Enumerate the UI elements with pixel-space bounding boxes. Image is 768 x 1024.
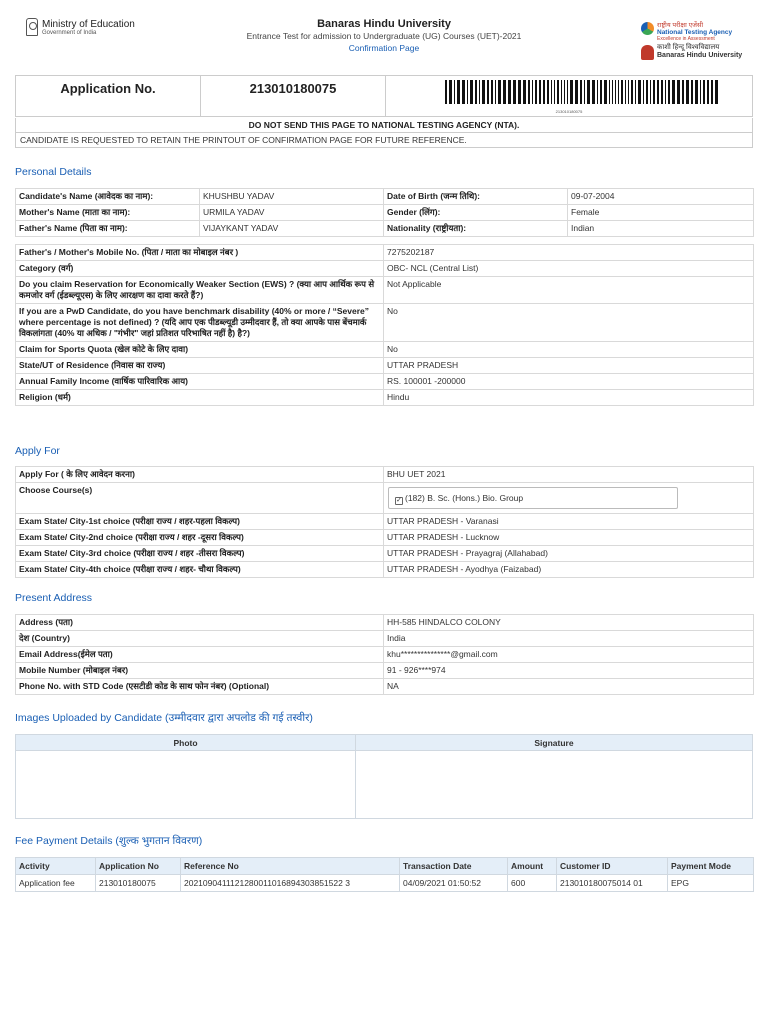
barcode-bar (528, 80, 530, 104)
field-label: Gender (लिंग): (384, 205, 568, 221)
barcode-bar (479, 80, 480, 104)
table-row (16, 562, 754, 578)
course-label: Choose Course(s) (16, 483, 384, 514)
exam-subtitle: Entrance Test for admission to Undergraduate (UG) Courses (UET)-2021 (246, 31, 522, 41)
personal-extra-table (15, 244, 754, 406)
barcode-bar (631, 80, 633, 104)
table-row (16, 679, 754, 695)
barcode-bar (695, 80, 698, 104)
column-header: Amount (508, 858, 557, 875)
barcode-bar (615, 80, 616, 104)
barcode-bar (445, 80, 447, 104)
barcode-bar (621, 80, 623, 104)
field-label: Exam State/ City-2nd choice (परीक्षा राज्य / शहर -दूसरा विकल्प) (16, 530, 384, 546)
barcode-bar (508, 80, 511, 104)
barcode-bar (661, 80, 663, 104)
field-value: India (384, 631, 754, 647)
column-header: Activity (16, 858, 96, 875)
barcode-bar (561, 80, 562, 104)
table-row (16, 245, 754, 261)
barcode-bar (711, 80, 713, 104)
column-header: Reference No (181, 858, 400, 875)
table-row (16, 530, 754, 546)
barcode-bar (564, 80, 565, 104)
table-row (16, 514, 754, 530)
column-header: Payment Mode (668, 858, 754, 875)
barcode-bar (547, 80, 549, 104)
table-row (16, 875, 754, 892)
barcode-icon (445, 80, 721, 104)
field-value: UTTAR PRADESH - Varanasi (384, 514, 754, 530)
barcode-bar (628, 80, 629, 104)
application-box (15, 75, 753, 117)
university-title: Banaras Hindu University (317, 18, 451, 30)
field-label: Claim for Sports Quota (खेल कोटे के लिए दावा) (16, 342, 384, 358)
barcode-bar (668, 80, 670, 104)
course-selection[interactable] (388, 487, 678, 509)
field-value: khu***************@gmail.com (384, 647, 754, 663)
barcode-bar (657, 80, 659, 104)
barcode-bar (715, 80, 718, 104)
barcode-bar (487, 80, 489, 104)
table-row (16, 663, 754, 679)
fee-cell: 2021090411121280011016894303851522 3 (181, 875, 400, 892)
table-row (16, 342, 754, 358)
fee-cell: 600 (508, 875, 557, 892)
field-label: Mother's Name (माता का नाम): (16, 205, 200, 221)
barcode-bar (638, 80, 641, 104)
field-label: If you are a PwD Candidate, do you have benchmark disability (40% or more / “Severe” where percentage is not defined) ? (यदि आप एक पीडब्ल्यूडी उम्मीदवार हैं, तो क्या आपके पास बेंचमार्क विकलांगता (40% या अधिक / "गंभीर" जहां प्रतिशत परिभाषित नहीं है) है?) (16, 304, 384, 342)
barcode-bar (592, 80, 595, 104)
table-row (16, 390, 754, 406)
fee-cell: EPG (668, 875, 754, 892)
field-label: Exam State/ City-1st choice (परीक्षा राज्य / शहर-पहला विकल्प) (16, 514, 384, 530)
barcode-bar (612, 80, 613, 104)
field-label: Phone No. with STD Code (एसटीडी कोड के साथ फोन नंबर) (Optional) (16, 679, 384, 695)
barcode-bar (635, 80, 636, 104)
bhu-crest-icon (641, 45, 654, 60)
barcode-bar (587, 80, 590, 104)
barcode-bar (449, 80, 452, 104)
fee-table (15, 857, 754, 892)
personal-details-table (15, 188, 754, 237)
apply-for-label: Apply For ( के लिए आवेदन करना) (16, 467, 384, 483)
signature-cell (356, 751, 752, 818)
column-header: Customer ID (557, 858, 668, 875)
signature-header: Signature (534, 738, 574, 748)
field-label: Date of Birth (जन्म तिथि): (384, 189, 568, 205)
field-value: Female (568, 205, 754, 221)
do-not-send-notice: DO NOT SEND THIS PAGE TO NATIONAL TESTING AGENCY (NTA). (15, 118, 753, 133)
column-header: Application No (96, 858, 181, 875)
barcode-bar (570, 80, 573, 104)
table-row (16, 374, 754, 390)
ministry-name: Ministry of Education (42, 18, 135, 30)
field-value: UTTAR PRADESH - Lucknow (384, 530, 754, 546)
table-row (16, 483, 754, 514)
table-row (16, 647, 754, 663)
barcode-bar (691, 80, 693, 104)
photo-cell (16, 751, 356, 818)
field-value: 09-07-2004 (568, 189, 754, 205)
table-row (16, 631, 754, 647)
barcode-bar (513, 80, 516, 104)
barcode-bar (575, 80, 578, 104)
nta-icon (641, 22, 654, 35)
fee-cell: 04/09/2021 01:50:52 (400, 875, 508, 892)
barcode-bar (584, 80, 585, 104)
barcode-cell (386, 76, 752, 116)
field-label: Do you claim Reservation for Economically Weaker Section (EWS) ? (क्या आप आर्थिक रूप से कमजोर वर्ग (ईडब्ल्यूएस) के लिए आरक्षण का दावा करते हैं?) (16, 277, 384, 304)
bhu-hindi: काशी हिन्दू विश्वविद्यालय (657, 44, 720, 51)
course-cell (384, 483, 754, 514)
checkbox-icon[interactable]: ✓ (396, 497, 402, 504)
barcode-bar (653, 80, 655, 104)
barcode-bar (677, 80, 680, 104)
field-value: Indian (568, 221, 754, 237)
application-number: 213010180075 (201, 76, 386, 116)
fee-heading: Fee Payment Details (शुल्क भुगतान विवरण) (15, 835, 203, 847)
barcode-bar (523, 80, 526, 104)
field-value: URMILA YADAV (200, 205, 384, 221)
field-label: Mobile Number (मोबाइल नंबर) (16, 663, 384, 679)
field-value: RS. 100001 -200000 (384, 374, 754, 390)
field-value: No (384, 342, 754, 358)
barcode-bar (604, 80, 607, 104)
bhu-logo (641, 44, 742, 60)
nta-logo (641, 22, 732, 43)
field-value: 91 - 926****974 (384, 663, 754, 679)
table-row (16, 189, 754, 205)
barcode-bar (503, 80, 506, 104)
barcode-bar (707, 80, 709, 104)
nta-hindi: राष्ट्रीय परीक्षा एजेंसी (657, 22, 704, 29)
barcode-bar (491, 80, 493, 104)
barcode-bar (672, 80, 675, 104)
barcode-bar (518, 80, 521, 104)
fee-cell: Application fee (16, 875, 96, 892)
barcode-bar (686, 80, 689, 104)
field-value: UTTAR PRADESH - Ayodhya (Faizabad) (384, 562, 754, 578)
barcode-bar (475, 80, 477, 104)
address-table (15, 614, 754, 695)
field-value: Hindu (384, 390, 754, 406)
fee-cell: 213010180075 (96, 875, 181, 892)
field-value: HH-585 HINDALCO COLONY (384, 615, 754, 631)
table-row (16, 615, 754, 631)
field-value: Not Applicable (384, 277, 754, 304)
barcode-bar (498, 80, 501, 104)
apply-for-heading: Apply For (15, 445, 60, 457)
table-row (16, 261, 754, 277)
field-label: Exam State/ City-3rd choice (परीक्षा राज्य / शहर -तीसरा विकल्प) (16, 546, 384, 562)
nta-tagline: Excellence in Assessment (657, 36, 715, 42)
barcode-bar (650, 80, 651, 104)
barcode-bar (703, 80, 705, 104)
barcode-bar (467, 80, 468, 104)
barcode-bar (543, 80, 545, 104)
page-header (0, 0, 768, 64)
barcode-bar (682, 80, 684, 104)
barcode-number: 213010180075 (555, 109, 583, 114)
field-label: State/UT of Residence (निवास का राज्य) (16, 358, 384, 374)
field-label: Nationality (राष्ट्रीयता): (384, 221, 568, 237)
images-table (15, 734, 753, 819)
fee-cell: 213010180075014 01 (557, 875, 668, 892)
barcode-bar (646, 80, 648, 104)
field-value: OBC- NCL (Central List) (384, 261, 754, 277)
field-label: Category (वर्ग) (16, 261, 384, 277)
field-value: 7275202187 (384, 245, 754, 261)
barcode-bar (600, 80, 602, 104)
nta-name: National Testing Agency (657, 29, 733, 36)
column-header: Transaction Date (400, 858, 508, 875)
course-value: (182) B. Sc. (Hons.) Bio. Group (405, 493, 524, 503)
field-value: KHUSHBU YADAV (200, 189, 384, 205)
photo-header: Photo (16, 735, 356, 750)
field-value: VIJAYKANT YADAV (200, 221, 384, 237)
field-value: NA (384, 679, 754, 695)
table-row (16, 467, 754, 483)
field-value: UTTAR PRADESH (384, 358, 754, 374)
apply-for-value: BHU UET 2021 (384, 467, 754, 483)
application-label: Application No. (16, 76, 201, 116)
barcode-bar (597, 80, 598, 104)
bhu-name: Banaras Hindu University (657, 52, 743, 59)
barcode-bar (618, 80, 619, 104)
barcode-bar (551, 80, 552, 104)
table-row (16, 221, 754, 237)
field-label: Annual Family Income (वार्षिक पारिवारिक आय) (16, 374, 384, 390)
barcode-bar (454, 80, 455, 104)
barcode-bar (495, 80, 496, 104)
field-label: Email Address(ईमेल पता) (16, 647, 384, 663)
field-value: UTTAR PRADESH - Prayagraj (Allahabad) (384, 546, 754, 562)
field-value: No (384, 304, 754, 342)
barcode-bar (643, 80, 644, 104)
barcode-bar (625, 80, 626, 104)
field-label: Address (पता) (16, 615, 384, 631)
personal-details-heading: Personal Details (15, 166, 92, 178)
field-label: Religion (धर्म) (16, 390, 384, 406)
retain-notice: CANDIDATE IS REQUESTED TO RETAIN THE PRINTOUT OF CONFIRMATION PAGE FOR FUTURE REFERENCE. (15, 133, 753, 148)
barcode-bar (532, 80, 533, 104)
apply-for-table (15, 466, 754, 578)
field-label: Father's / Mother's Mobile No. (पिता / माता का मोबाइल नंबर ) (16, 245, 384, 261)
table-row (16, 358, 754, 374)
field-label: Father's Name (पिता का नाम): (16, 221, 200, 237)
barcode-bar (539, 80, 541, 104)
barcode-bar (580, 80, 582, 104)
barcode-bar (567, 80, 568, 104)
barcode-bar (462, 80, 465, 104)
barcode-bar (609, 80, 610, 104)
government-name: Government of India (42, 29, 97, 36)
field-label: Exam State/ City-4th choice (परीक्षा राज्य / शहर- चौथा विकल्प) (16, 562, 384, 578)
present-address-heading: Present Address (15, 592, 93, 604)
barcode-bar (457, 80, 460, 104)
barcode-bar (482, 80, 485, 104)
barcode-bar (557, 80, 559, 104)
images-heading: Images Uploaded by Candidate (उम्मीदवार द्वारा अपलोड की गई तस्वीर) (15, 712, 313, 724)
barcode-bar (470, 80, 473, 104)
barcode-bar (554, 80, 555, 104)
field-label: Candidate's Name (आवेदक का नाम): (16, 189, 200, 205)
table-row (16, 304, 754, 342)
barcode-bar (535, 80, 537, 104)
table-row (16, 205, 754, 221)
table-row (16, 277, 754, 304)
barcode-bar (665, 80, 666, 104)
field-label: देश (Country) (16, 631, 384, 647)
table-row (16, 546, 754, 562)
barcode-bar (700, 80, 701, 104)
page-title: Confirmation Page (348, 43, 420, 53)
